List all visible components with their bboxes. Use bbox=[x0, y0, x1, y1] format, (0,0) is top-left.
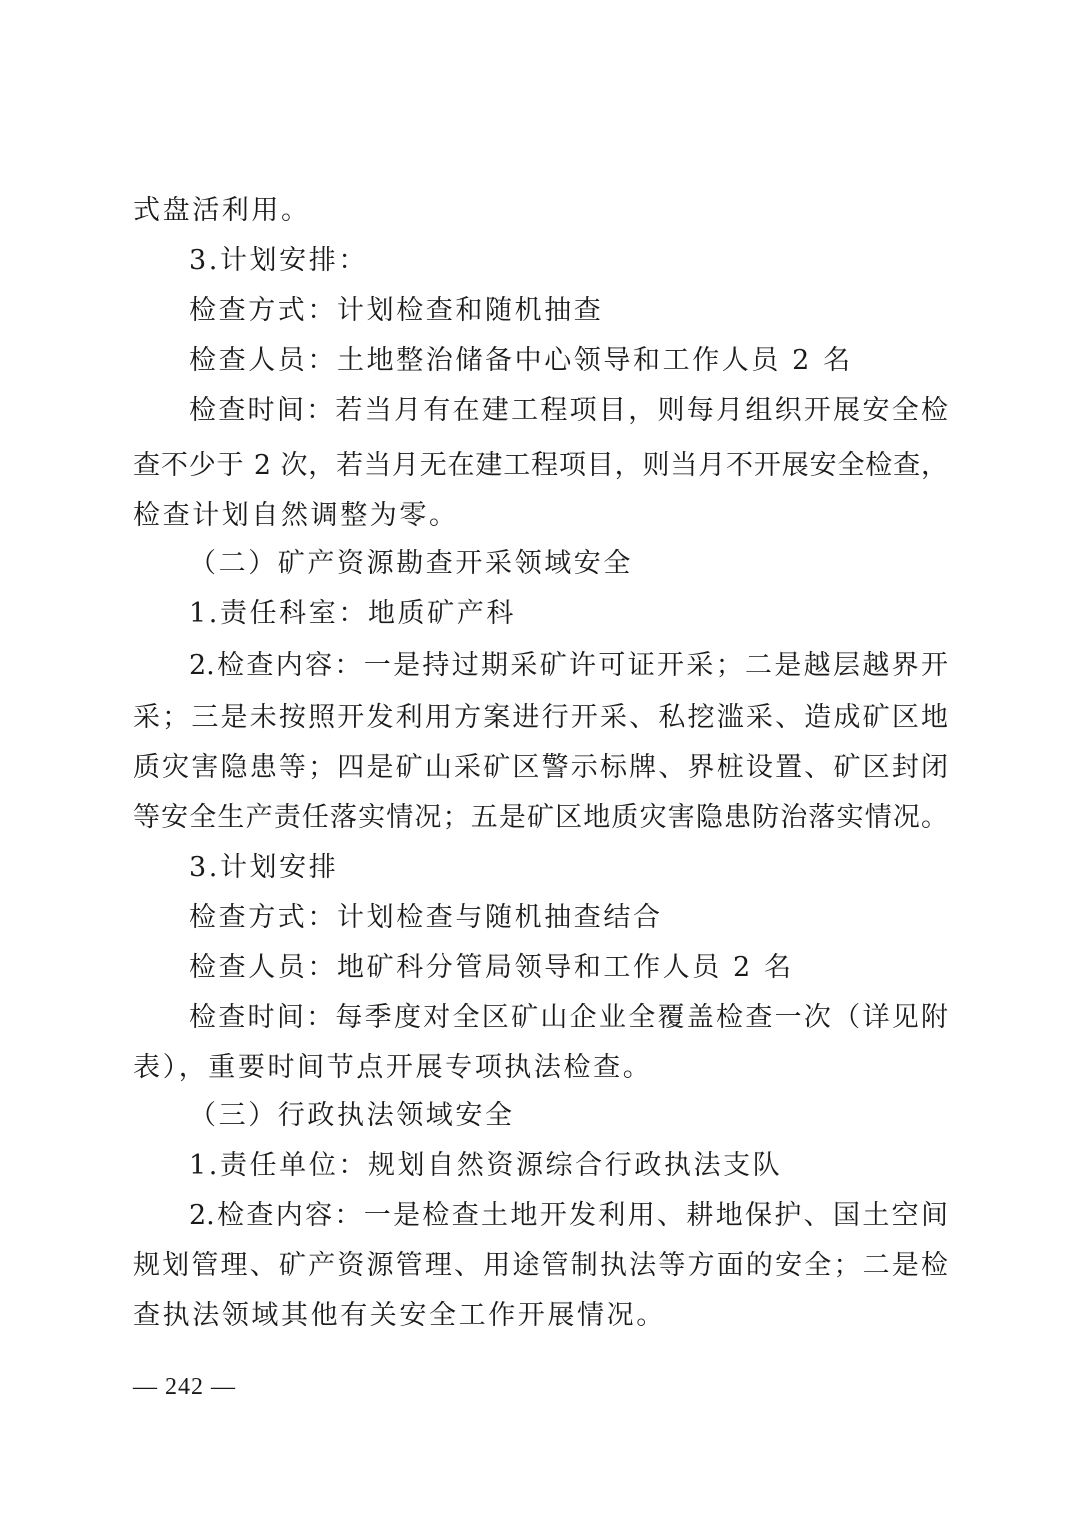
paragraph-line: 2.检查内容：一是持过期采矿许可证开采；二是越层越界开 bbox=[189, 650, 948, 681]
paragraph-line: 检查时间：若当月有在建工程项目，则每月组织开展安全检 bbox=[189, 395, 948, 426]
paragraph-line: 2.检查内容：一是检查土地开发利用、耕地保护、国土空间 bbox=[189, 1200, 948, 1231]
paragraph-line: 表），重要时间节点开展专项执法检查。 bbox=[133, 1052, 653, 1083]
paragraph-line: 等安全生产责任落实情况；五是矿区地质灾害隐患防治落实情况。 bbox=[133, 802, 948, 833]
section-heading: （二）矿产资源勘查开采领域安全 bbox=[189, 548, 633, 579]
paragraph-line: 检查方式：计划检查与随机抽查结合 bbox=[189, 902, 663, 933]
paragraph-line: 采；三是未按照开发利用方案进行开采、私挖滥采、造成矿区地 bbox=[133, 702, 948, 733]
paragraph-line: 查不少于 2 次，若当月无在建工程项目，则当月不开展安全检查， bbox=[133, 450, 948, 481]
paragraph-line: 1.责任单位：规划自然资源综合行政执法支队 bbox=[189, 1150, 783, 1181]
page-number: — 242 — bbox=[133, 1374, 236, 1400]
section-heading: 3.计划安排 bbox=[189, 852, 339, 883]
paragraph-line: 式盘活利用。 bbox=[133, 195, 311, 226]
paragraph-line: 质灾害隐患等；四是矿山采矿区警示标牌、界桩设置、矿区封闭 bbox=[133, 752, 948, 783]
paragraph-line: 1.责任科室：地质矿产科 bbox=[189, 598, 516, 629]
paragraph-line: 查执法领域其他有关安全工作开展情况。 bbox=[133, 1300, 666, 1331]
section-heading: 3.计划安排： bbox=[189, 245, 368, 276]
paragraph-line: 检查时间：每季度对全区矿山企业全覆盖检查一次（详见附 bbox=[189, 1002, 948, 1033]
paragraph-line: 检查人员：土地整治储备中心领导和工作人员 2 名 bbox=[189, 345, 853, 376]
section-heading: （三）行政执法领域安全 bbox=[189, 1100, 515, 1131]
paragraph-line: 检查计划自然调整为零。 bbox=[133, 500, 459, 531]
paragraph-line: 规划管理、矿产资源管理、用途管制执法等方面的安全；二是检 bbox=[133, 1250, 948, 1281]
paragraph-line: 检查方式：计划检查和随机抽查 bbox=[189, 295, 604, 326]
paragraph-line: 检查人员：地矿科分管局领导和工作人员 2 名 bbox=[189, 952, 794, 983]
